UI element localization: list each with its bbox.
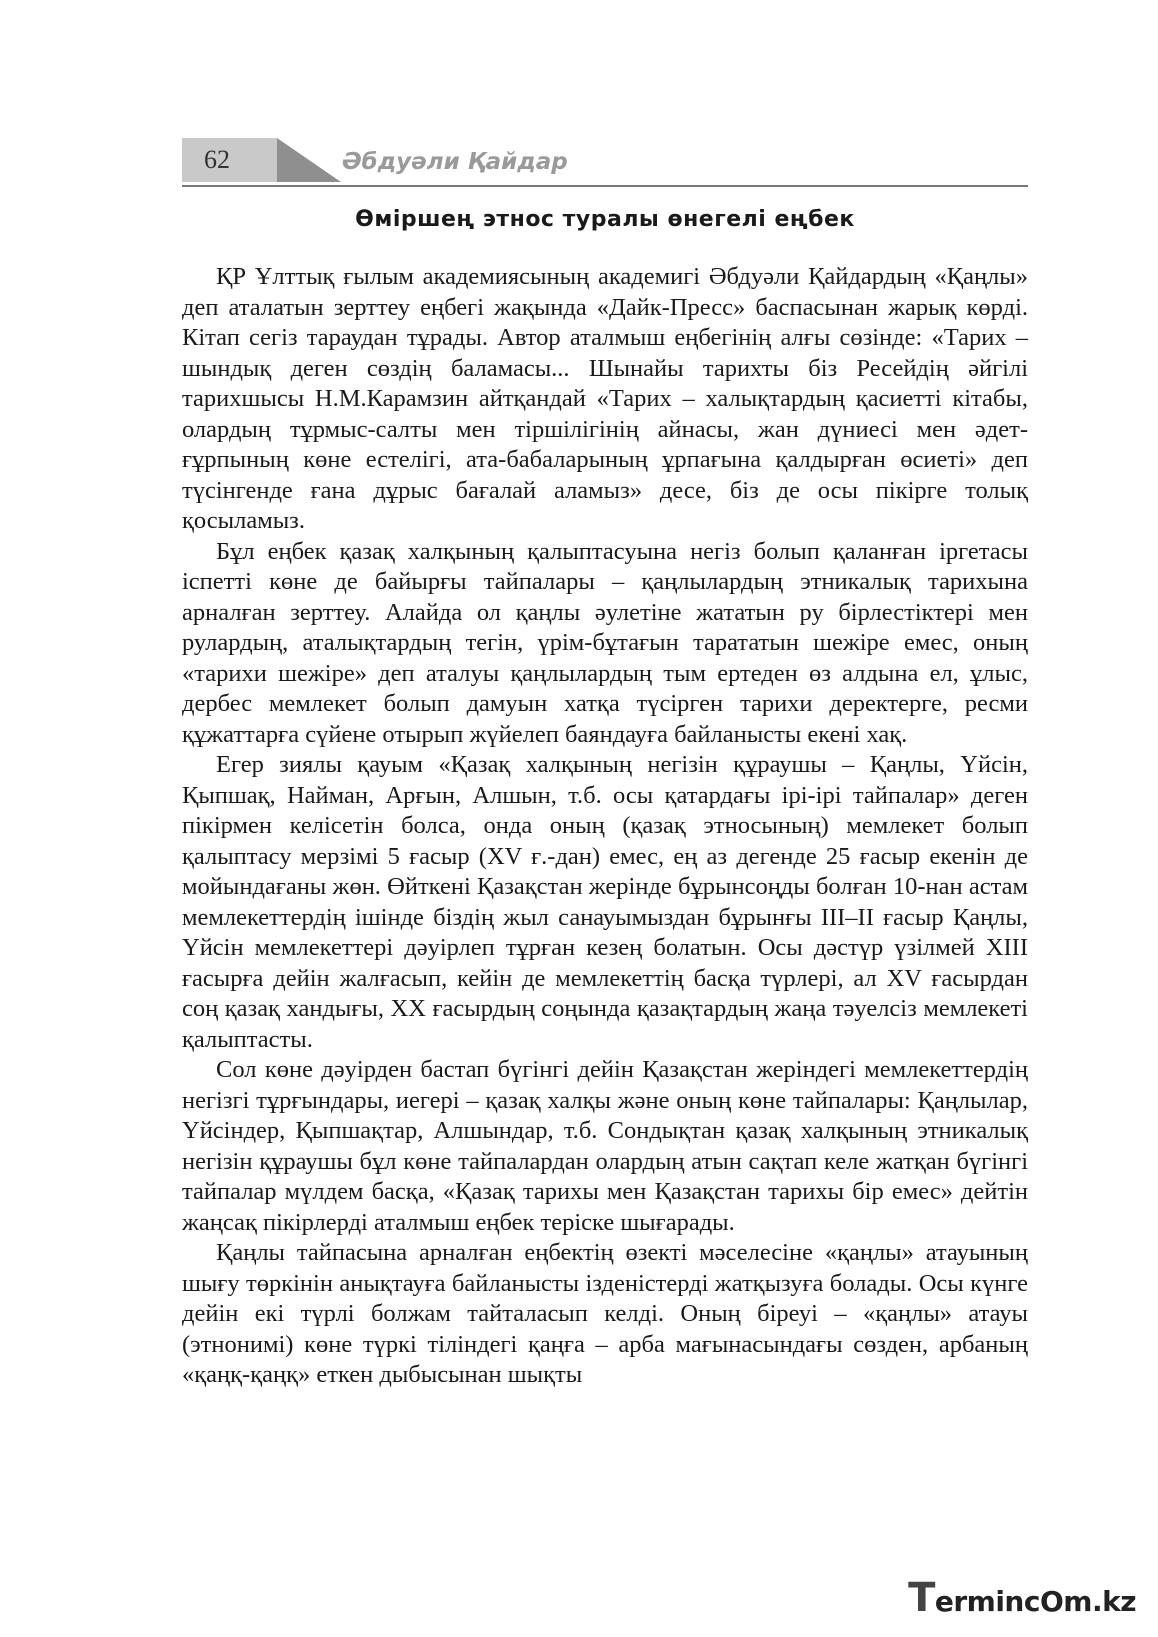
paragraph: Сол көне дәуірден бастап бүгінгі дейін Қазақстан жеріндегі мемлекеттердің негізгі тұрғындары, иегері – қазақ халқы және оның көне тайпалары: Қаңлылар, Үйсіндер, Қыпшақтар, Алшындар, т.б. Сондықтан қазақ халқының этникалық негізін құраушы бұл көне тайпалардан олардың атын сақтап келе жатқан бүгінгі тайпалар мүлдем басқа, «Қазақ тарихы мен Қазақстан тарихы бір емес» дейтін жаңсақ пікірлерді аталмыш еңбек теріске шығарады. — [182, 1056, 1028, 1236]
page-number: 62 — [204, 145, 230, 174]
header-arrow-shape — [277, 138, 341, 182]
watermark-first-letter: T — [908, 1575, 935, 1621]
running-header-author: Әбдуәли Қайдар — [342, 149, 568, 175]
header-rule — [182, 185, 1028, 187]
paragraph: ҚР Ұлттық ғылым академиясының академигі Әбдуәли Қайдардың «Қаңлы» деп аталатын зерттеу еңбегі жақында «Дайк-Пресс» баспасынан жарық көрді. Кітап сегіз тараудан тұрады. Автор аталмыш еңбегінің алғы сөзінде: «Тарих – шындық деген сөздің баламасы... Шынайы тарихты біз Ресейдің әйгілі тарихшысы Н.М.Карамзин айтқандай «Тарих – халықтардың қасиетті кітабы, олардың тұрмыс-салты мен тіршілігінің айнасы, жан дүниесі мен әдет-ғұрпының көне естелігі, ата-бабаларының ұрпағына қалдырған өсиеті» деп түсінгенде ғана дұрыс бағалай аламыз» десе, біз де осы пікірге толық қосыламыз. — [182, 263, 1028, 534]
paragraph: Бұл еңбек қазақ халқының қалыптасуына негіз болып қаланған іргетасы іспетті көне де байырғы тайпалары – қаңлылардың этникалық тарихына арналған зерттеу. Алайда ол қаңлы әулетіне жататын ру бірлестіктері мен рулардың, аталықтардың тегін, үрім-бұтағын тарататын шежіре емес, оның «тарихи шежіре» деп аталуы қаңлылардың тым ертеден өз алдына ел, ұлыс, дербес мемлекет болып дамуын хатқа түсірген тарихи деректерге, ресми құжаттарға сүйене отырып жүйелеп баяндауға байланысты екені хақ. — [182, 537, 1028, 748]
watermark-logo — [908, 1575, 1136, 1621]
watermark-text: ermincOm.kz — [934, 1585, 1136, 1618]
article-title: Өміршең этнос туралы өнегелі еңбек — [355, 207, 855, 232]
article-body — [182, 262, 1028, 1391]
paragraph: Қаңлы тайпасына арналған еңбектің өзекті мәселесіне «қаңлы» атауының шығу төркінін анықтауға байланысты ізденістерді жатқызуға болады. Осы күнге дейін екі түрлі болжам тайталасып келді. Оның біреуі – «қаңлы» атауы (этнонимі) көне түркі тіліндегі қаңға – арба мағынасындағы сөзден, арбаның «қаңқ-қаңқ» еткен дыбысынан шықты — [182, 1239, 1028, 1388]
paragraph: Егер зиялы қауым «Қазақ халқының негізін құраушы – Қаңлы, Үйсін, Қыпшақ, Найман, Арғын, Алшын, т.б. осы қатардағы ірі-ірі тайпалар» деген пікірмен келісетін болса, онда оның (қазақ этносының) мемлекет болып қалыптасу мерзімі 5 ғасыр (XV ғ.-дан) емес, ең аз дегенде 25 ғасыр екенін де мойындағаны жөн. Өйткені Қазақстан жерінде бұрынсоңды болған 10-нан астам мемлекеттердің ішінде біздің жыл санауымыздан бұрынғы III–II ғасыр Қаңлы, Үйсін мемлекеттері дәуірлеп тұрған кезең болатын. Осы дәстүр үзілмей XIII ғасырға дейін жалғасып, кейін де мемлекеттің басқа түрлері, ал XV ғасырдан соң қазақ хандығы, XX ғасырдың соңында қазақтардың жаңа тәуелсіз мемлекеті қалыптасты. — [182, 751, 1028, 1053]
